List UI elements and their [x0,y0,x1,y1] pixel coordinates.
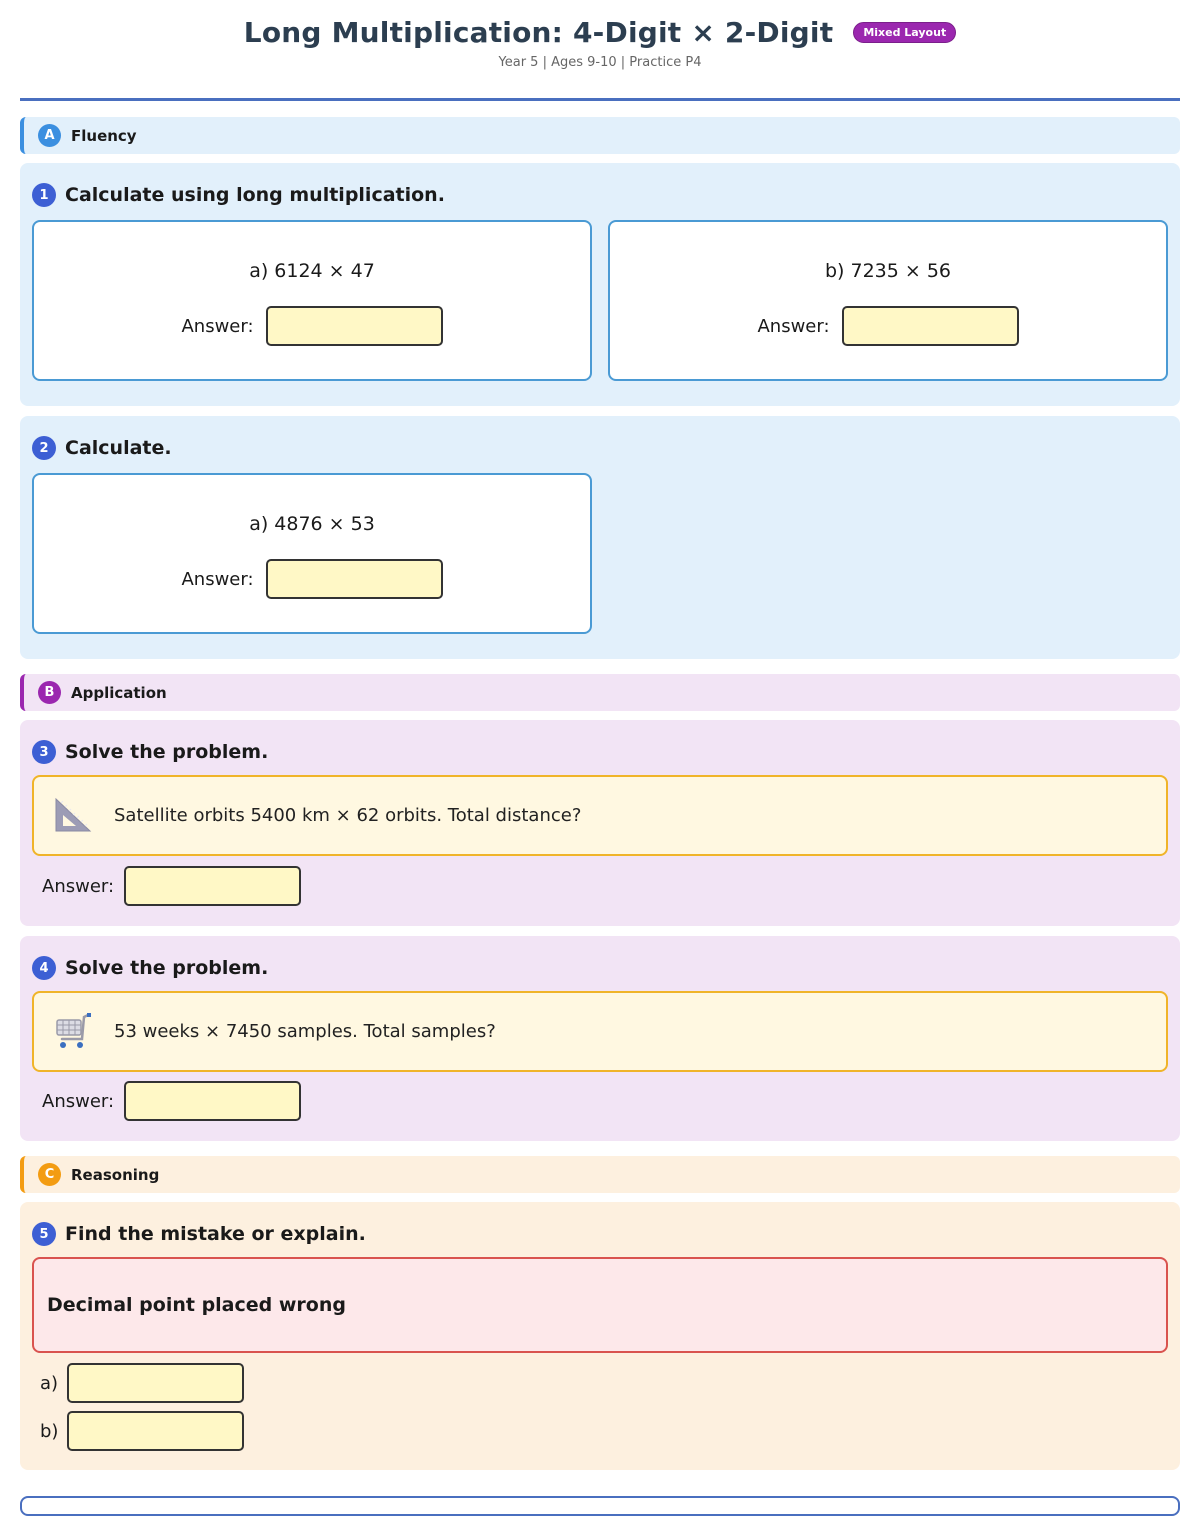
section-header-reasoning [20,1156,1180,1193]
answer-label: Answer: [42,875,115,897]
answer-row [42,866,301,906]
answer-input[interactable] [67,1411,244,1451]
title-row [0,16,1200,49]
answer-input[interactable] [842,306,1019,346]
question-1 [20,163,1180,406]
section-name: Fluency [71,126,137,145]
answer-row-b [40,1411,244,1451]
answer-row [34,306,590,346]
question-title [32,740,268,764]
question-number-icon: 4 [32,956,56,980]
mistake-statement-box [32,1257,1168,1353]
word-problem-box [32,991,1168,1072]
question-number-icon: 5 [32,1222,56,1246]
answer-row [610,306,1166,346]
question-number-icon: 2 [32,436,56,460]
section-letter-a-icon: A [38,124,61,147]
calc-expression: a) 6124 × 47 [249,260,375,282]
question-2 [20,416,1180,659]
answer-input[interactable] [124,866,301,906]
answer-row-a [40,1363,244,1403]
question-number-icon: 1 [32,183,56,207]
answer-input[interactable] [266,306,443,346]
calc-expression: a) 4876 × 53 [249,513,375,535]
question-4 [20,936,1180,1141]
section-name: Application [71,683,167,702]
question-title [32,436,172,460]
page-title: Long Multiplication: 4-Digit × 2-Digit [243,16,834,49]
question-number-icon: 3 [32,740,56,764]
layout-badge: Mixed Layout [853,22,956,43]
question-title [32,183,445,207]
answer-input[interactable] [266,559,443,599]
answer-input[interactable] [124,1081,301,1121]
word-problem-text: Satellite orbits 5400 km × 62 orbits. Total distance? [114,805,582,826]
question-instruction: Calculate using long multiplication. [65,184,445,206]
question-3 [20,720,1180,926]
word-problem-box [32,775,1168,856]
question-title [32,1222,366,1246]
word-problem-text: 53 weeks × 7450 samples. Total samples? [114,1021,496,1042]
section-header-fluency [20,117,1180,154]
section-letter-b-icon: B [38,681,61,704]
answer-row [34,559,590,599]
mistake-statement: Decimal point placed wrong [47,1294,346,1316]
part-label: b) [40,1420,59,1442]
page-subtitle: Year 5 | Ages 9-10 | Practice P4 [498,55,702,70]
part-label: a) [40,1372,59,1394]
answer-label: Answer: [181,315,254,337]
worksheet-header [0,0,1200,100]
calc-card-b [608,220,1168,381]
answer-label: Answer: [42,1090,115,1112]
question-instruction: Calculate. [65,437,172,459]
answer-input[interactable] [67,1363,244,1403]
answer-label: Answer: [757,315,830,337]
question-instruction: Solve the problem. [65,741,269,763]
question-5 [20,1202,1180,1470]
header-divider [20,98,1180,101]
section-letter-c-icon: C [38,1163,61,1186]
section-header-application [20,674,1180,711]
answer-label: Answer: [181,568,254,590]
question-title [32,956,268,980]
calc-expression: b) 7235 × 56 [824,260,952,282]
question-instruction: Find the mistake or explain. [65,1223,366,1245]
answer-row [42,1081,301,1121]
section-name: Reasoning [71,1165,160,1184]
calc-card-a [32,473,592,634]
set-square-icon [52,795,94,837]
question-instruction: Solve the problem. [65,957,269,979]
next-section-border [20,1496,1180,1516]
calc-card-a [32,220,592,381]
shopping-cart-icon [52,1011,94,1053]
